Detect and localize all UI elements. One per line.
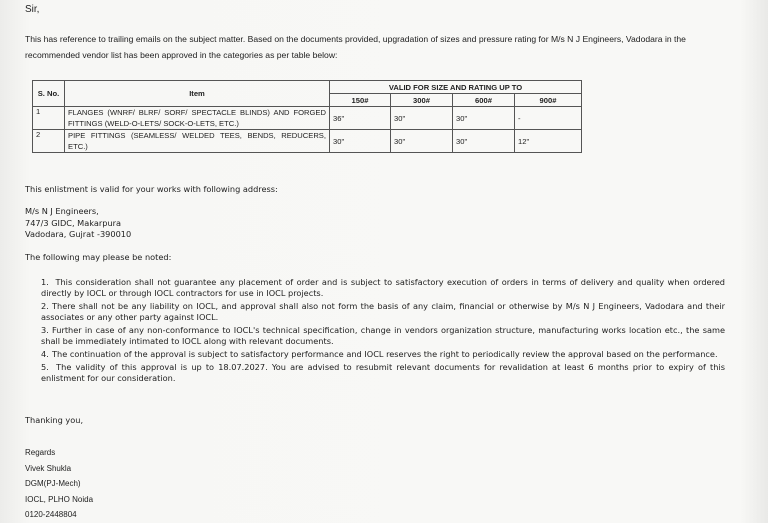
row-sno: 1 — [33, 107, 65, 130]
header-item: Item — [65, 81, 330, 107]
list-text: Further in case of any non-conformance to IOCL's technical specification, change in vendors organization structure, manufacturing works location etc., the same shall be immediately intimated to IOCL along with relevant documents. — [41, 325, 725, 346]
address-line: M/s N J Engineers, — [25, 206, 99, 216]
row-value: 36" — [330, 107, 391, 130]
header-rating: 300# — [391, 94, 453, 107]
list-number: 3. — [41, 325, 49, 335]
intro-paragraph: This has reference to trailing emails on the subject matter. Based on the documents provided, upgradation of sizes and pressure rating for M/s N J Engineers, Vadodara in the recommended vendor list has been approved in the categories as per table below: — [25, 34, 686, 60]
header-rating: 150# — [330, 94, 391, 107]
row-value: 30" — [391, 107, 453, 130]
salutation: Sir, — [25, 4, 40, 15]
signature-line: DGM(PJ-Mech) — [25, 479, 81, 488]
header-rating: 900# — [515, 94, 582, 107]
enlistment-text: This enlistment is valid for your works with following address: — [25, 184, 278, 194]
list-text: This consideration shall not guarantee any placement of order and is subject to satisfactory execution of orders in terms of delivery and quality when ordered directly by IOCL or through IOCL contractors for use in IOCL projects. — [41, 277, 725, 298]
list-text: There shall not be any liability on IOCL, and approval shall also not form the basis of any claim, financial or otherwise by M/s N J Engineers, Vadodara and their associates or any other party against IOCL. — [41, 301, 725, 322]
table-row — [33, 130, 582, 153]
list-text: The continuation of the approval is subject to satisfactory performance and IOCL reserves the right to periodically review the approval based on the performance. — [52, 349, 718, 359]
list-item — [41, 277, 725, 299]
address-line: 747/3 GIDC, Makarpura — [25, 217, 122, 228]
list-number: 4. — [41, 349, 49, 359]
row-value: 12" — [515, 130, 582, 153]
row-value: 30" — [330, 130, 391, 153]
signature-line: Regards — [25, 448, 56, 457]
list-item — [41, 325, 725, 347]
list-item — [41, 349, 725, 360]
thanking-text: Thanking you, — [25, 415, 84, 425]
conditions-list — [41, 277, 725, 386]
row-value: - — [515, 107, 582, 130]
list-item — [41, 362, 725, 384]
category-table — [32, 80, 582, 153]
noted-intro: The following may please be noted: — [25, 252, 172, 262]
signature-line: Vivek Shukla — [25, 463, 72, 473]
list-item — [41, 301, 725, 323]
row-value: 30" — [391, 130, 453, 153]
list-text: The validity of this approval is up to 18.07.2027. You are advised to resubmit relevant documents for revalidation at least 6 months prior to expiry of this enlistment for our consideration. — [41, 362, 725, 383]
list-number: 1. — [41, 277, 49, 287]
row-value: 30" — [453, 130, 515, 153]
signature-line: IOCL, PLHO Noida — [25, 494, 94, 504]
address-block — [25, 206, 131, 241]
row-item: FLANGES (WNRF/ BLRF/ SORF/ SPECTACLE BLINDS) AND FORGED FITTINGS (WELD-O-LETS/ SOCK-O-LETS, ETC.) — [65, 107, 330, 130]
header-rating: 600# — [453, 94, 515, 107]
header-valid: VALID FOR SIZE AND RATING UP TO — [330, 81, 582, 94]
list-number: 5. — [41, 362, 49, 372]
table-row — [33, 107, 582, 130]
signature-block — [25, 445, 93, 523]
row-sno: 2 — [33, 130, 65, 153]
signature-line: 0120-2448804 — [25, 510, 77, 519]
row-item: PIPE FITTINGS (SEAMLESS/ WELDED TEES, BENDS, REDUCERS, ETC.) — [65, 130, 330, 153]
header-sno: S. No. — [33, 81, 65, 107]
list-number: 2. — [41, 301, 49, 311]
address-line: Vadodara, Gujrat -390010 — [25, 229, 132, 239]
row-value: 30" — [453, 107, 515, 130]
